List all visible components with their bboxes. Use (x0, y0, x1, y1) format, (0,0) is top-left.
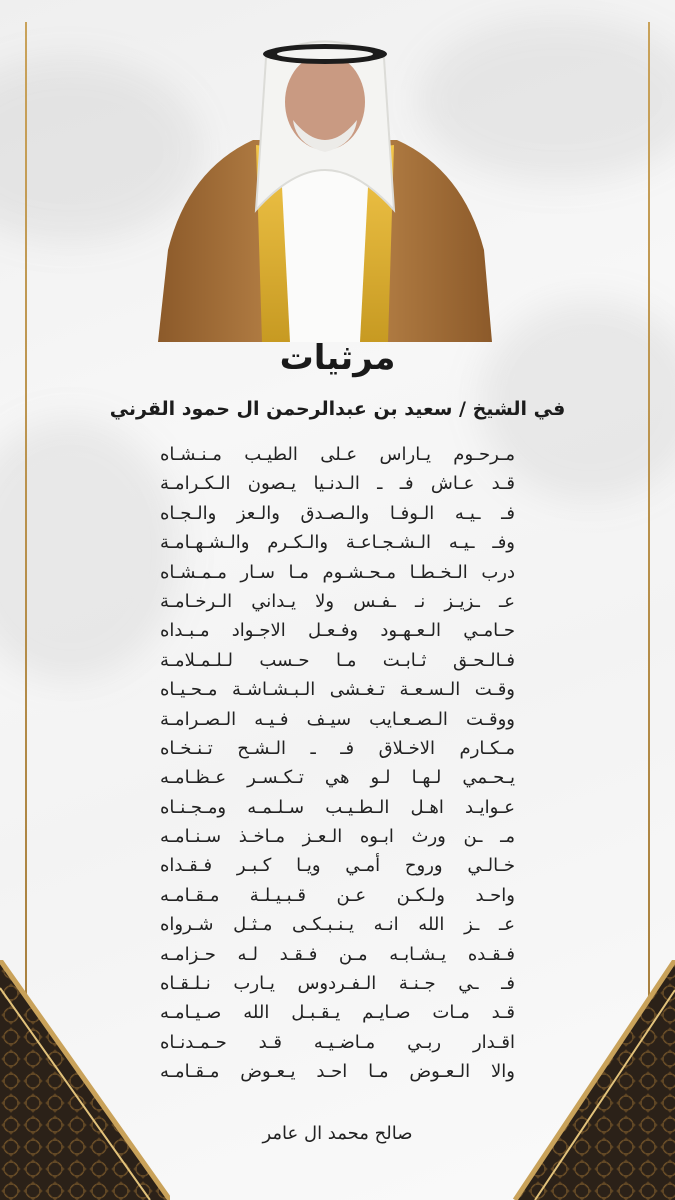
poem-line: فـ ـي جـنـة الـفـردوس يـارب نـلـقـاه (160, 973, 515, 995)
poem-line: ووقـت الـصـعـايب سيـف فـيـه الـصـرامـة (160, 708, 515, 730)
corner-pattern-left (0, 960, 170, 1200)
poem-line: خـالـي وروح أمـي ويـا كـبـر فـقـداه (160, 855, 515, 877)
poem-line: يـحـمي لـهـا لـو هي تـكـسـر عـظـامـه (160, 767, 515, 789)
leaf-shadow (0, 420, 180, 680)
poem-line: عـوايـد اهـل الـطـيـب سـلـمـه ومـجـنـاه (160, 796, 515, 818)
poster-subtitle: في الشيخ / سعيد بن عبدالرحمن ال حمود القرني (109, 398, 566, 420)
poem-line: حـامـي الـعـهـود وفـعـل الاجـواد مـبـداه (160, 620, 515, 642)
poem-line: فـالـحـق ثـابـت مـا حـسب لـلـمـلامـة (160, 649, 515, 671)
poem-signature: صالح محمد ال عامر (262, 1123, 413, 1144)
poem-line: قـد عـاش فـ ـ الـدنـيا يـصون الـكـرامـة (160, 473, 515, 495)
poster-title: مرثيات (279, 338, 396, 378)
poem-line: مـرحـوم يـاراس عـلى الطيـب مـنـشـاه (160, 444, 515, 465)
poem-line: عـ ـزيـز نـ ـفـس ولا يـداني الـرخـامـة (160, 590, 515, 612)
poem-line: عـ ـز الله انـه يـنـبـكـى مـثـل شـرواه (160, 914, 515, 936)
corner-pattern-right (395, 960, 675, 1200)
poem-line: واحـد ولـكـن عـن قـبـيـلـة مـقـامـه (160, 884, 515, 906)
poem-line: وقـت الـسـعـة تـغـشى الـبـشـاشـة مـحـيـاه (160, 679, 515, 701)
poem-line: درب الـخـطـا مـحـشـوم مـا سـار مـمـشـاه (160, 561, 515, 583)
poem-line: مـ ـن ورث ابـوه الـعـز مـاخـذ سـنـامـه (160, 826, 515, 848)
poem-line: والا الـعـوض مـا احـد يـعـوض مـقـامـه (160, 1061, 515, 1083)
poem-line: فـ ـيـه الـوفـا والـصـدق والـعز والـجـاه (160, 502, 515, 524)
poem-line: اقـدار ربـي مـاضـيـه قـد حـمـدنـاه (160, 1031, 515, 1053)
poem-line: وفـ ـيـه الـشـجـاعـة والـكـرم والـشـهـامـة (160, 532, 515, 554)
poem-line: فـقـده يـشـابـه مـن فـقـد لـه حـزامـه (160, 943, 515, 965)
poem-line: قـد مـات صـايـم يـقـبـل الله صـيـامـه (160, 1002, 515, 1024)
face-shape (285, 54, 365, 150)
poem-line: مـكـارم الاخـلاق فـ ـ الـشـح تـنـخـاه (160, 737, 515, 759)
portrait-image (158, 20, 492, 342)
